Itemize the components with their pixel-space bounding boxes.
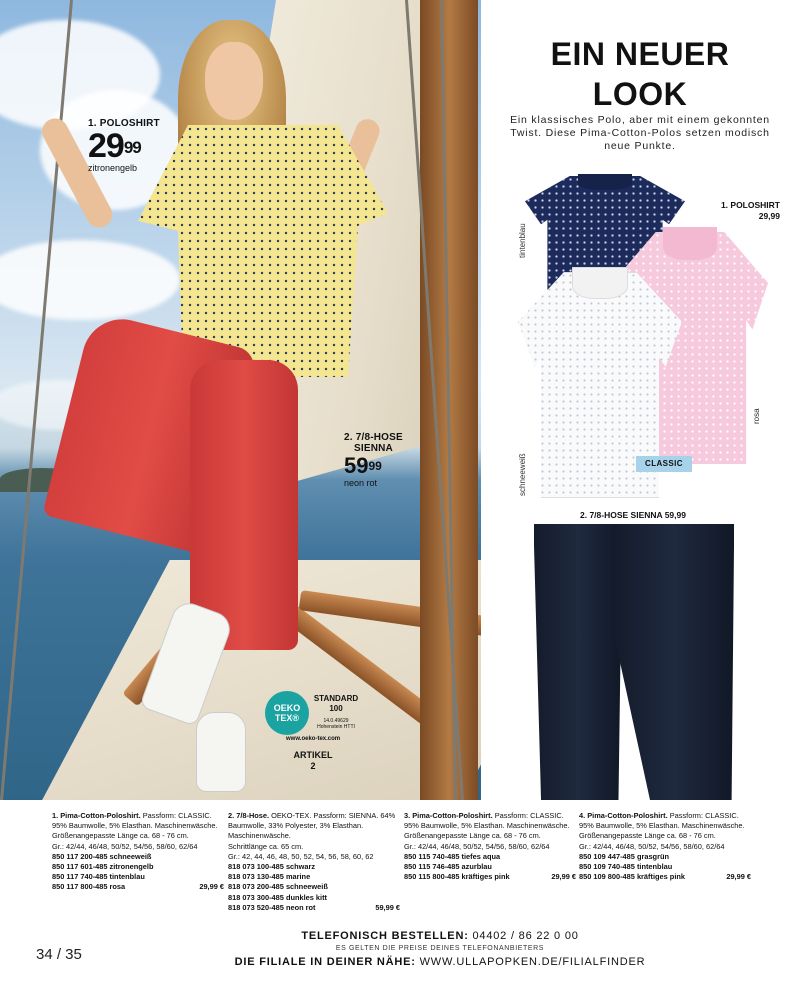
article-description: 2. 7/8-Hose. OEKO-TEX. Passform: SIENNA. 64% Baumwolle, 33% Polyester, 3% Elasthan. Maschinenwäsche. <box>228 811 396 841</box>
article-row: 850 115 800-485 kräftiges pink 29,99 € <box>404 872 576 882</box>
article-row: 850 117 601-485 zitronengelb <box>52 862 154 872</box>
oeko-tex-artikel: ARTIKEL 2 <box>293 750 333 771</box>
article-4 <box>579 811 751 882</box>
hero-photo <box>0 0 481 800</box>
oeko-tex-standard: STANDARD 100 <box>313 694 359 713</box>
article-description: 1. Pima-Cotton-Poloshirt. Passform: CLASSIC. 95% Baumwolle, 5% Elasthan. Maschinenwäsche. <box>52 811 218 831</box>
article-row: 850 115 740-485 tiefes aqua <box>404 851 501 861</box>
pants-image-left-leg <box>534 524 622 800</box>
article-row: 818 073 200-485 schneeweiß <box>228 882 328 892</box>
footer-note: ES GELTEN DIE PREISE DEINES TELEFONANBIETERS <box>335 945 545 952</box>
article-description: 3. Pima-Cotton-Poloshirt. Passform: CLASSIC. 95% Baumwolle, 5% Elasthan. Maschinenwäsche. <box>404 811 570 831</box>
article-1 <box>52 811 224 893</box>
page-number: 34 / 35 <box>36 946 82 963</box>
article-sizes: Gr.: 42/44, 46/48, 50/52, 54/56, 58/60, 62/64 <box>404 841 550 851</box>
article-row: 818 073 300-485 dunkles kitt <box>228 892 328 902</box>
price-tag-label: 2. 7/8-HOSE <box>344 432 403 443</box>
article-3 <box>404 811 576 882</box>
pants-price-label: 2. 7/8-HOSE SIENNA 59,99 <box>580 510 686 520</box>
footer-order-phone: TELEFONISCH BESTELLEN: 04402 / 86 22 0 00 <box>301 930 579 942</box>
price-tag-price: $59^{99}$ <box>344 453 382 478</box>
color-label-schneeweiss: schneeweiß <box>518 453 527 496</box>
headline: EIN NEUER LOOK <box>550 36 730 112</box>
article-row: 850 109 740-485 tintenblau <box>579 862 673 872</box>
price-tag-label: 1. POLOSHIRT <box>88 118 160 129</box>
article-length: Größenangepasste Länge ca. 68 - 76 cm. <box>579 831 716 841</box>
article-row: 850 109 800-485 kräftiges pink 29,99 € <box>579 872 751 882</box>
article-sizes: Gr.: 42/44, 46/48, 50/52, 54/56, 58/60, 62/64 <box>52 841 198 851</box>
price-tag-color: neon rot <box>344 478 378 488</box>
classic-badge: CLASSIC <box>636 456 692 472</box>
article-sizes: Gr.: 42, 44, 46, 48, 50, 52, 54, 56, 58, 60, 62 <box>228 851 374 861</box>
oeko-tex-url: www.oeko-tex.com <box>286 736 341 742</box>
price-tag-poloshirt <box>88 118 160 173</box>
article-row: 850 115 746-485 azurblau <box>404 862 492 872</box>
cloud <box>0 240 180 320</box>
article-row: 850 117 800-485 rosa 29,99 € <box>52 882 224 892</box>
woman-face <box>205 42 263 120</box>
price-tag-label: SIENNA <box>354 443 393 454</box>
article-length: Schrittlänge ca. 65 cm. <box>228 841 304 851</box>
article-row: 818 073 130-485 marine <box>228 872 311 882</box>
article-length: Größenangepasste Länge ca. 68 - 76 cm. <box>52 831 189 841</box>
article-row: 850 109 447-485 grasgrün <box>579 851 669 861</box>
color-label-tintenblau: tintenblau <box>518 223 527 258</box>
footer-filial-link[interactable]: DIE FILIALE IN DEINER NÄHE: WWW.ULLAPOPKEN.DE/FILIALFINDER <box>234 956 646 968</box>
price-tag-color: zitronengelb <box>88 163 138 173</box>
pants-image-right-leg <box>614 524 734 800</box>
article-row: 818 073 100-485 schwarz <box>228 862 316 872</box>
article-length: Größenangepasste Länge ca. 68 - 76 cm. <box>404 831 541 841</box>
price-tag-price: $29^{99}$ <box>88 127 141 165</box>
article-row: 850 117 740-485 tintenblau <box>52 872 145 882</box>
article-row: 850 117 200-485 schneeweiß <box>52 851 152 861</box>
color-label-rosa: rosa <box>752 408 761 424</box>
article-sizes: Gr.: 42/44, 46/48, 50/52, 54/56, 58/60, 62/64 <box>579 841 725 851</box>
price-tag-hose <box>344 432 403 488</box>
red-pants-leg <box>190 360 298 650</box>
oeko-tex-code: 14.0.49629 Hohenstein HTTI <box>317 718 355 730</box>
article-2 <box>228 811 400 913</box>
article-row: 818 073 520-485 neon rot 59,99 € <box>228 902 400 912</box>
side-price-poloshirt: 1. POLOSHIRT 29,99 <box>720 200 780 221</box>
intro-text: Ein klassisches Polo, aber mit einem gekonnten Twist. Diese Pima-Cotton-Polos setzen modisch neue Punkte. <box>510 114 770 152</box>
article-description: 4. Pima-Cotton-Poloshirt. Passform: CLASSIC. 95% Baumwolle, 5% Elasthan. Maschinenwäsche. <box>579 811 745 831</box>
white-sneaker <box>196 712 246 792</box>
oeko-tex-logo: OEKO TEX® <box>265 691 309 735</box>
